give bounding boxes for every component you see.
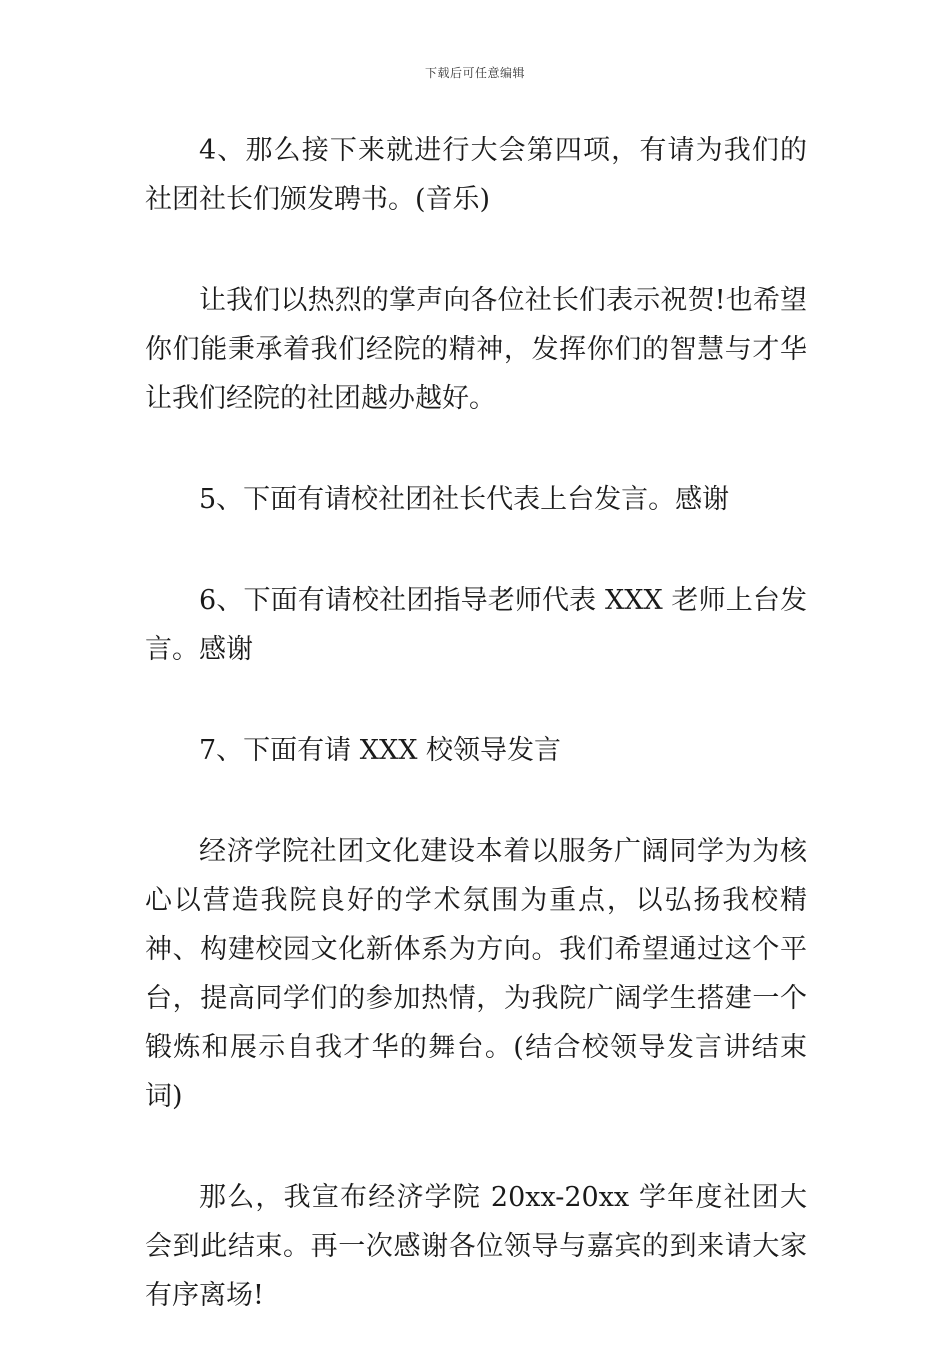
paragraph-closing: 那么，我宣布经济学院 20xx-20xx 学年度社团大会到此结束。再一次感谢各位领导与嘉宾的到来请大家有序离场! bbox=[145, 1182, 807, 1311]
paragraph-congratulation: 让我们以热烈的掌声向各位社长们表示祝贺!也希望你们能秉承着我们经院的精神，发挥你们的智慧与才华让我们经院的社团越办越好。 bbox=[145, 285, 807, 414]
document-body bbox=[145, 126, 807, 1372]
paragraph-item-7: 7、下面有请 XXX 校领导发言 bbox=[199, 735, 562, 766]
paragraph-item-6: 6、下面有请校社团指导老师代表 XXX 老师上台发言。感谢 bbox=[145, 585, 807, 665]
paragraph-culture-summary: 经济学院社团文化建设本着以服务广阔同学为为核心以营造我院良好的学术氛围为重点，以弘扬我校精神、构建校园文化新体系为方向。我们希望通过这个平台，提高同学们的参加热情，为我院广阔学生搭建一个锻炼和展示自我才华的舞台。(结合校领导发言讲结束词) bbox=[145, 836, 807, 1112]
page-header-note: 下载后可任意编辑 bbox=[424, 66, 525, 80]
paragraph-item-5: 5、下面有请校社团社长代表上台发言。感谢 bbox=[199, 484, 730, 515]
paragraph-item-4: 4、那么接下来就进行大会第四项，有请为我们的社团社长们颁发聘书。(音乐) bbox=[145, 135, 807, 215]
